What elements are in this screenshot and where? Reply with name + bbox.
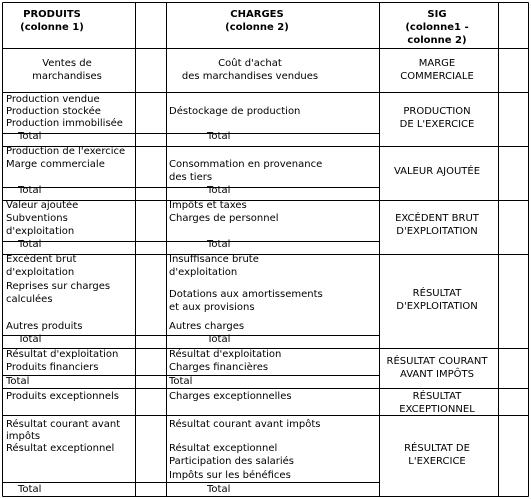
produits-line: Résultat exceptionnel [6, 443, 115, 454]
produits-total: Total [18, 131, 42, 142]
sig-result: EXCEPTIONNEL [399, 404, 475, 415]
charges-line: Résultat exceptionnel [169, 443, 278, 454]
produits-line: Résultat courant avant [6, 419, 121, 430]
produits-line: Marge commerciale [6, 159, 105, 170]
sig-table [2, 2, 529, 497]
header-sig-line2: (colonne1 - [405, 22, 469, 33]
header-produits-line1: PRODUITS [23, 9, 81, 20]
charges-line: Coût d'achat [218, 58, 282, 69]
sig-result: RÉSULTAT [412, 391, 462, 402]
produits-line: Reprises sur charges [6, 281, 111, 292]
charges-line: Déstockage de production [169, 106, 301, 117]
produits-total: Total [6, 376, 30, 387]
produits-total: Total [18, 334, 42, 345]
sig-result: RÉSULTAT COURANT [386, 356, 488, 367]
charges-line: Consommation en provenance [169, 159, 323, 170]
produits-line: Produits exceptionnels [6, 391, 119, 402]
charges-line: Impôts sur les bénéfices [169, 470, 291, 481]
charges-total: Total [207, 484, 231, 495]
header-sig-line3: colonne 2) [407, 35, 467, 46]
sig-result: D'EXPLOITATION [396, 226, 478, 237]
produits-line: Production stockée [6, 106, 101, 117]
produits-line: impôts [6, 431, 41, 442]
produits-line: Produits financiers [6, 362, 99, 373]
produits-line: Ventes de [42, 58, 92, 69]
charges-line: Autres charges [169, 321, 245, 332]
produits-line: marchandises [32, 71, 102, 82]
produits-line: Excédent brut [6, 254, 77, 265]
produits-line: Production de l'exercice [6, 146, 126, 157]
charges-total: Total [207, 185, 231, 196]
table-text [5, 9, 488, 495]
charges-line: d'exploitation [169, 267, 238, 278]
charges-line: Charges de personnel [169, 213, 279, 224]
header-charges-line2: (colonne 2) [225, 22, 289, 33]
produits-line: Production vendue [6, 94, 100, 105]
sig-result: AVANT IMPÔTS [400, 369, 474, 380]
produits-line: Résultat d'exploitation [6, 349, 119, 360]
charges-line: des tiers [169, 172, 213, 183]
header-charges-line1: CHARGES [230, 9, 284, 20]
sig-result: RÉSULTAT DE [404, 443, 470, 454]
sig-result: MARGE [418, 58, 456, 69]
sig-result: VALEUR AJOUTÉE [393, 166, 481, 177]
produits-line: d'exploitation [6, 226, 75, 237]
sig-result: EXCÉDENT BRUT [395, 213, 479, 224]
charges-line: et aux provisions [169, 302, 255, 313]
produits-total: Total [18, 239, 42, 250]
produits-total: Total [18, 185, 42, 196]
charges-line: Résultat courant avant impôts [169, 419, 321, 430]
produits-line: Production immobilisée [6, 118, 123, 129]
sig-result: PRODUCTION [403, 106, 471, 117]
charges-total: Total [207, 334, 231, 345]
charges-line: Dotations aux amortissements [169, 289, 323, 300]
charges-total: Total [207, 239, 231, 250]
charges-line: Impôts et taxes [169, 200, 247, 211]
charges-line: Charges exceptionnelles [169, 391, 292, 402]
sig-result: D'EXPLOITATION [396, 301, 478, 312]
produits-line: Subventions [6, 213, 68, 224]
sig-result: L'EXERCICE [408, 456, 466, 467]
produits-line: Autres produits [6, 321, 83, 332]
produits-line: Valeur ajoutée [6, 200, 79, 211]
produits-line: d'exploitation [6, 267, 75, 278]
header-sig-line1: SIG [427, 9, 447, 20]
sig-result: DE L'EXERCICE [399, 119, 475, 130]
header-produits-line2: (colonne 1) [20, 22, 84, 33]
charges-line: Charges financières [169, 362, 269, 373]
charges-line: des marchandises vendues [181, 71, 319, 82]
sig-result: RÉSULTAT [412, 288, 462, 299]
charges-total: Total [207, 131, 231, 142]
sig-result: COMMERCIALE [400, 71, 474, 82]
charges-total: Total [169, 376, 193, 387]
produits-line: calculées [6, 294, 53, 305]
charges-line: Résultat d'exploitation [169, 349, 282, 360]
charges-line: Insuffisance brute [169, 254, 259, 265]
charges-line: Participation des salariés [169, 456, 294, 467]
produits-total: Total [18, 484, 42, 495]
